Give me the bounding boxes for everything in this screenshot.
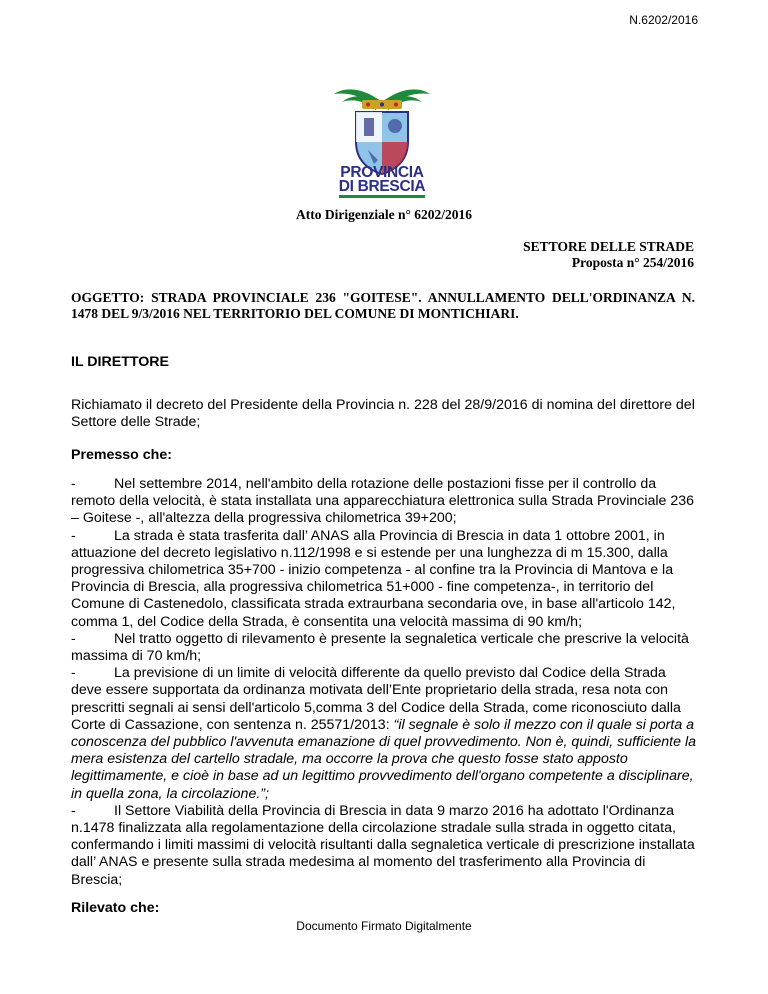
direttore-heading: IL DIRETTORE: [71, 354, 170, 370]
logo-line-2: DI BRESCIA: [338, 178, 426, 195]
logo-underline: [339, 195, 425, 198]
list-item: - Nel settembre 2014, nell'ambito della rotazione delle postazioni fisse per il controllo da remoto della velocità, è stata installata una apparecchiatura elettronica sulla Strada Provinciale 236 – Goitese -, all'altezza della progressiva chilometrica 39+200;: [71, 476, 695, 527]
settore-name: SETTORE DELLE STRADE: [523, 239, 694, 254]
proposta-number: Proposta n° 254/2016: [571, 255, 694, 270]
premesso-heading: Premesso che:: [71, 447, 172, 463]
rilevato-heading: Rilevato che:: [71, 900, 160, 916]
signature-footer: Documento Firmato Digitalmente: [296, 919, 472, 933]
document-number: N.6202/2016: [629, 13, 698, 27]
list-item: - La strada è stata trasferita dall’ ANAS alla Provincia di Brescia in data 1 ottobre 2001, in attuazione del decreto legislativo n.112/1998 e si estende per una lunghezza di m 15.300, dalla progressiva chilometrica 35+700 - inizio competenza - al confine tra la Provincia di Mantova e la Provincia di Brescia, alla progressiva chilometrica 51+000 - fine competenza-, in territorio del Comune di Castenedolo, classificata strada extraurbana secondaria ove, in base all'articolo 142, comma 1, del Codice della Strada, è consentita una velocità massima di 90 km/h;: [71, 527, 676, 630]
list-item: - La previsione di un limite di velocità differente da quello previsto dal Codice della Strada deve essere supportata da ordinanza motivata dell’Ente proprietario della strada, resa nota con prescritti segnali ai sensi dell'articolo 5,comma 3 del Codice della Strada, come riconosciuto dalla Corte di Cassazione, con sentenza n. 25571/2013: “il segnale è solo il mezzo con il quale si porta a conoscenza del pubblico l'avvenuta emanazione di quel provvedimento. Non è, quindi, sufficiente la mera esistenza del cartello stradale, ma occorre la prova che questo fosse stato apposto legittimamente, e cioè in base ad un legittimo provvedimento dell'organo competente a disciplinare, in quella zona, la circolazione.”;: [71, 665, 696, 802]
richiamato-paragraph: Richiamato il decreto del Presidente della Provincia n. 228 del 28/9/2016 di nomina del direttore del Settore delle Strade;: [71, 397, 695, 431]
settore-block: [523, 239, 694, 271]
list-item: - Nel tratto oggetto di rilevamento è presente la segnaletica verticale che prescrive la velocità massima di 70 km/h;: [71, 630, 689, 665]
coat-of-arms-icon: [312, 80, 452, 176]
list-item: - Il Settore Viabilità della Provincia di Brescia in data 9 marzo 2016 ha adottato l'Ordinanza n.1478 finalizzata alla regolamentazione della circolazione stradale sulla strada in oggetto citata, confermando i limiti massimi di velocità risultanti dalla segnaletica verticale di prescrizione installata dall’ ANAS e presente sulla strada medesima al momento del trasferimento alla Provincia di Brescia;: [71, 802, 695, 888]
premesso-list: [71, 476, 696, 889]
cassazione-quote: “il segnale è solo il mezzo con il quale si porta a conoscenza del pubblico l'avvenuta emanazione di quel provvedimento. Non è, quindi, sufficiente la mera esistenza del cartello stradale, ma occorre la prova che questo fosse stato apposto legittimamente, e cioè in base ad un legittimo provvedimento dell'organo competente a disciplinare, in quella zona, la circolazione.”;: [71, 716, 696, 802]
logo-line-1: PROVINCIA: [340, 164, 424, 181]
provincia-di-brescia-logo: [312, 80, 452, 200]
atto-title: Atto Dirigenziale n° 6202/2016: [295, 207, 472, 222]
oggetto-text: OGGETTO: STRADA PROVINCIALE 236 "GOITESE". ANNULLAMENTO DELL'ORDINANZA N. 1478 DEL 9/3/2016 NEL TERRITORIO DEL COMUNE DI MONTICHIARI.: [71, 290, 695, 321]
